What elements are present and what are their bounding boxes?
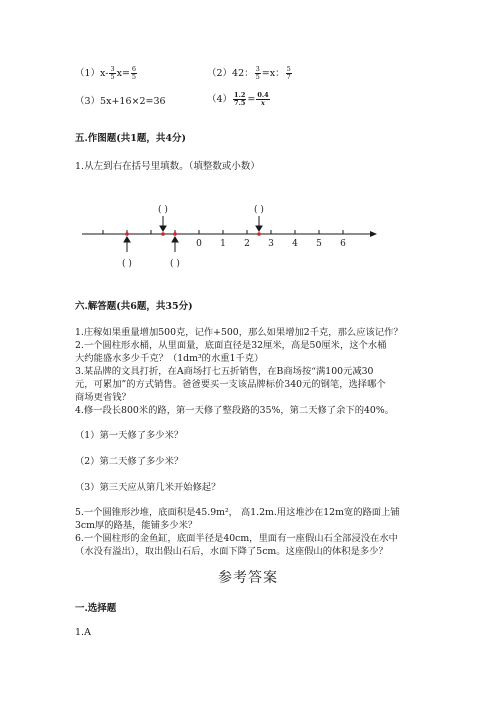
answer-blank-bottom-2: ( ) xyxy=(170,259,180,269)
marker-point xyxy=(173,232,177,236)
problem-6-line-1: 6.一个圆柱形的金鱼缸，底面半径是40cm，里面有一座假山石全部浸没在水中 xyxy=(75,533,398,544)
problem-2-line-1: 2.一个圆柱形水桶，从里面量，底面直径是32厘米，高是50厘米，这个水桶 xyxy=(75,340,387,351)
eq4-prefix: （4） xyxy=(207,94,233,105)
eq2-prefix: （2）42： xyxy=(207,68,254,79)
eq2-frac-b: $\frac{5}{7}$ xyxy=(286,65,291,81)
number-line-arrowhead xyxy=(370,231,377,237)
bottom-arrows xyxy=(124,237,178,252)
problem-1: 1.庄稼如果重量增加500克，记作+500，那么如果增加2千克，那么应该记作？ xyxy=(75,327,403,338)
problem-2-line-2: 大约能盛水多少千克？（1dm³的水重1千克） xyxy=(75,353,264,364)
answers-title: 参考答案 xyxy=(218,570,278,586)
tick-label: 6 xyxy=(340,239,346,249)
eq4-frac-b: $\frac{0.4}{x}$ xyxy=(257,91,269,107)
answer-blank-top-1: ( ) xyxy=(158,205,168,215)
equation-3: （3）5x+16×2=36 xyxy=(75,96,166,107)
section5-question-1: 1.从左到右在括号里填数。（填整数或小数） xyxy=(75,161,260,172)
problem-4: 4.修一段长800米的路，第一天修了整段路的35%，第二天修了余下的40%。 xyxy=(75,405,394,416)
eq1-prefix: （1）x- xyxy=(75,68,109,79)
section6-heading: 六.解答题(共6题，共35分) xyxy=(75,301,193,312)
eq4-frac-a: $\frac{1.2}{7.5}$ xyxy=(234,91,246,107)
eq1-frac-a: $\frac{3}{5}$ xyxy=(110,65,115,81)
marker-point xyxy=(257,232,261,236)
tick-label: 2 xyxy=(244,239,250,249)
tick-label: 1 xyxy=(220,239,226,249)
eq1-middle: x= xyxy=(116,68,130,79)
answer-1: 1.A xyxy=(75,627,91,638)
problem-3-line-3: 商场更省钱？ xyxy=(75,392,131,403)
marker-point xyxy=(161,232,165,236)
equation-4 xyxy=(207,92,271,107)
problem-3-line-1: 3.某品牌的文具打折，在A商场打七五折销售，在B商场按“满100元减30 xyxy=(75,366,374,377)
number-line-ticks xyxy=(103,230,343,234)
section5-heading: 五.作图题(共1题，共4分) xyxy=(75,133,187,144)
answer-blank-bottom-1: ( ) xyxy=(122,259,132,269)
equation-1 xyxy=(75,66,138,81)
problem-4-sub-2: （2）第二天修了多少米？ xyxy=(75,456,184,467)
eq2-frac-a: $\frac{3}{5}$ xyxy=(255,65,260,81)
problem-4-sub-1: （1）第一天修了多少米？ xyxy=(75,430,184,441)
answer-blank-top-2: ( ) xyxy=(254,205,264,215)
tick-label: 3 xyxy=(268,239,274,249)
number-line-diagram xyxy=(0,196,500,276)
top-arrows xyxy=(160,216,262,231)
problem-5-line-1: 5.一个圆锥形沙堆，底面积是45.9m²， 高1.2m.用这堆沙在12m宽的路面上铺 xyxy=(75,507,400,518)
problem-3-line-2: 元，可累加”的方式销售。爸爸要买一支该品牌标价340元的钢笔，选择哪个 xyxy=(75,379,386,390)
equation-2 xyxy=(207,66,293,81)
tick-label: 4 xyxy=(292,239,298,249)
eq2-middle: =x： xyxy=(261,68,285,79)
problem-5-line-2: 3cm厚的路基，能铺多少米？ xyxy=(75,520,198,531)
tick-label: 5 xyxy=(316,239,322,249)
answers-section-1: 一.选择题 xyxy=(75,603,117,614)
marker-point xyxy=(125,232,129,236)
tick-label: 0 xyxy=(196,239,202,249)
problem-6-line-2: （水没有溢出），取出假山石后，水面下降了5cm。这座假山的体积是多少？ xyxy=(75,546,388,557)
eq4-middle: = xyxy=(247,94,256,105)
problem-4-sub-3: （3）第三天应从第几米开始修起？ xyxy=(75,482,221,493)
eq1-frac-b: $\frac{6}{5}$ xyxy=(131,65,137,81)
